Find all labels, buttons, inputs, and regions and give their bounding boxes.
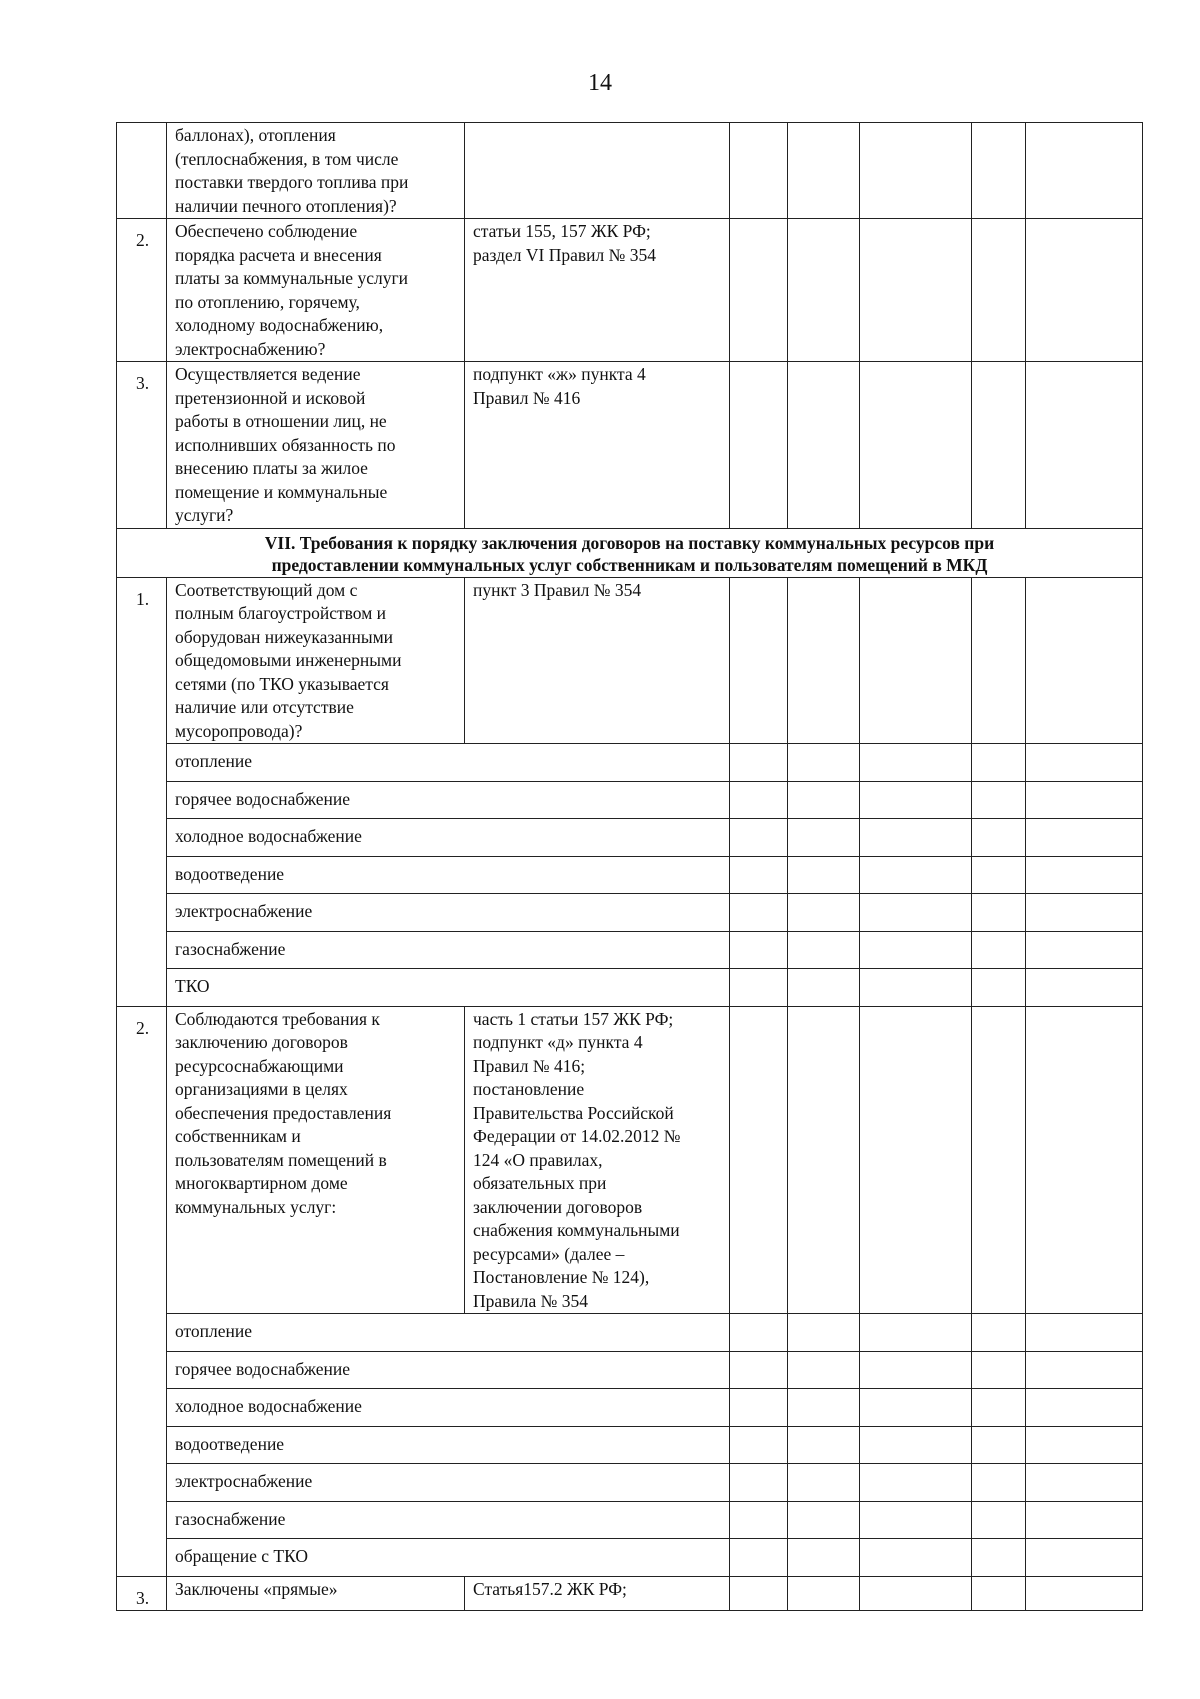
result-cell [972,969,1026,1007]
result-cell [860,1006,972,1314]
subitem-label: электроснабжение [167,894,730,932]
item-number: 1. [117,577,167,1006]
result-cell [860,577,972,744]
question-cell-line: оборудован нижеуказанными [175,626,394,647]
table-row [117,219,1143,362]
subitem-row [117,819,1143,857]
subitem-label: водоотведение [167,1426,730,1464]
item-number [117,123,167,219]
section-heading-line: предоставлении коммунальных услуг собственникам и пользователям помещений в МКД [271,554,988,575]
result-cell [972,1576,1026,1611]
result-cell [730,123,788,219]
question-cell-line: многоквартирном доме [175,1173,348,1193]
question-cell-line: наличии печного отопления)? [175,195,397,216]
result-cell [730,969,788,1007]
result-cell [730,856,788,894]
result-cell [788,1314,860,1352]
subitem-label: электроснабжение [167,1464,730,1502]
question-cell-line: исполнивших обязанность по [175,434,396,455]
result-cell [1026,1576,1143,1611]
result-cell [860,931,972,969]
question-cell-line: обеспечения предоставления [175,1102,392,1123]
result-cell [788,819,860,857]
result-cell [788,362,860,529]
basis-cell-line: пункт 3 Правил № 354 [473,579,642,600]
result-cell [972,1426,1026,1464]
result-cell [1026,1539,1143,1577]
result-cell [860,1464,972,1502]
subitem-row [117,1539,1143,1577]
basis-cell-line: Федерации от 14.02.2012 № [473,1126,681,1146]
result-cell [972,1389,1026,1427]
result-cell [860,362,972,529]
question-cell-line: услуги? [175,505,234,525]
result-cell [788,1426,860,1464]
subitem-label: водоотведение [167,856,730,894]
result-cell [1026,577,1143,744]
result-cell [788,1576,860,1611]
checklist-table [116,122,1143,1611]
result-cell [788,856,860,894]
result-cell [730,1389,788,1427]
result-cell [972,219,1026,362]
result-cell [788,123,860,219]
result-cell [730,1006,788,1314]
result-cell [972,362,1026,529]
section-heading-row [117,528,1143,577]
subitem-row [117,1501,1143,1539]
basis-cell-line: Правительства Российской [473,1102,674,1123]
basis-cell [465,362,730,529]
result-cell [972,1314,1026,1352]
result-cell [788,931,860,969]
question-cell-line: поставки твердого топлива при [175,172,409,192]
result-cell [1026,931,1143,969]
result-cell [860,969,972,1007]
question-cell-line: по отоплению, горячему, [175,291,360,312]
table-row [117,362,1143,529]
question-cell-line: (теплоснабжения, в том числе [175,148,399,169]
subitem-row [117,1314,1143,1352]
result-cell [730,1314,788,1352]
basis-cell [465,219,730,362]
question-cell-line: сетями (по ТКО указывается [175,673,389,694]
question-cell [167,362,465,529]
result-cell [730,1501,788,1539]
item-number: 3. [117,362,167,529]
result-cell [1026,1426,1143,1464]
result-cell [788,744,860,782]
result-cell [972,744,1026,782]
result-cell [1026,744,1143,782]
basis-cell-line: подпункт «д» пункта 4 [473,1032,643,1052]
result-cell [972,1006,1026,1314]
result-cell [860,781,972,819]
result-cell [788,577,860,744]
result-cell [1026,1501,1143,1539]
subitem-row [117,856,1143,894]
basis-cell-line: Правил № 416; [473,1055,586,1076]
question-cell [167,123,465,219]
result-cell [788,1539,860,1577]
subitem-label: горячее водоснабжение [167,1351,730,1389]
question-cell-line: коммунальных услуг: [175,1196,337,1217]
subitem-label: холодное водоснабжение [167,819,730,857]
result-cell [730,1351,788,1389]
subitem-label: газоснабжение [167,1501,730,1539]
result-cell [788,781,860,819]
question-cell [167,1576,465,1611]
result-cell [860,1426,972,1464]
result-cell [1026,894,1143,932]
question-cell [167,577,465,744]
subitem-row [117,969,1143,1007]
result-cell [860,1389,972,1427]
result-cell [1026,781,1143,819]
result-cell [1026,819,1143,857]
result-cell [972,856,1026,894]
question-cell-line: организациями в целях [175,1079,348,1099]
basis-cell-line: снабжения коммунальными [473,1220,680,1240]
result-cell [730,1426,788,1464]
result-cell [972,819,1026,857]
question-cell-line: Заключены «прямые» [175,1578,338,1599]
question-cell-line: помещение и коммунальные [175,481,388,502]
result-cell [972,781,1026,819]
basis-cell [465,1576,730,1611]
result-cell [972,1539,1026,1577]
subitem-label: отопление [167,1314,730,1352]
basis-cell-line: Правила № 354 [473,1290,588,1311]
section-heading [117,528,1143,577]
basis-cell-line: подпункт «ж» пункта 4 [473,364,646,384]
subitem-label: холодное водоснабжение [167,1389,730,1427]
question-cell-line: баллонах), отопления [175,125,336,145]
result-cell [860,744,972,782]
table-row [117,577,1143,744]
basis-cell-line: раздел VI Правил № 354 [473,244,656,265]
question-cell-line: платы за коммунальные услуги [175,268,408,288]
table-row [117,1576,1143,1611]
result-cell [860,1539,972,1577]
subitem-label: ТКО [167,969,730,1007]
result-cell [1026,1351,1143,1389]
question-cell-line: электроснабжению? [175,338,326,359]
result-cell [972,123,1026,219]
result-cell [730,362,788,529]
result-cell [1026,1006,1143,1314]
result-cell [730,744,788,782]
result-cell [972,1501,1026,1539]
result-cell [730,931,788,969]
question-cell-line: наличие или отсутствие [175,697,354,717]
result-cell [860,856,972,894]
question-cell-line: мусоропровода)? [175,720,303,741]
result-cell [972,931,1026,969]
result-cell [1026,362,1143,529]
result-cell [1026,1389,1143,1427]
basis-cell [465,577,730,744]
basis-cell-line: статьи 155, 157 ЖК РФ; [473,221,651,241]
basis-cell-line: обязательных при [473,1173,607,1193]
table-row [117,123,1143,219]
result-cell [860,894,972,932]
item-number: 2. [117,219,167,362]
question-cell-line: внесению платы за жилое [175,458,368,478]
result-cell [788,1464,860,1502]
result-cell [788,1006,860,1314]
subitem-label: газоснабжение [167,931,730,969]
basis-cell-line: постановление [473,1079,585,1099]
subitem-row [117,931,1143,969]
result-cell [730,1576,788,1611]
result-cell [860,1351,972,1389]
item-number: 3. [117,1576,167,1611]
result-cell [972,894,1026,932]
question-cell-line: порядка расчета и внесения [175,244,382,265]
result-cell [860,123,972,219]
result-cell [788,969,860,1007]
subitem-row [117,1351,1143,1389]
basis-cell-line: заключении договоров [473,1196,643,1217]
basis-cell-line: Правил № 416 [473,387,581,408]
basis-cell-line: часть 1 статьи 157 ЖК РФ; [473,1008,674,1029]
question-cell-line: претензионной и исковой [175,387,366,408]
result-cell [860,1501,972,1539]
question-cell [167,1006,465,1314]
result-cell [972,1464,1026,1502]
result-cell [1026,969,1143,1007]
result-cell [860,1576,972,1611]
basis-cell-line: Статья157.2 ЖК РФ; [473,1578,627,1599]
result-cell [788,894,860,932]
result-cell [730,1464,788,1502]
item-number: 2. [117,1006,167,1576]
subitem-row [117,1426,1143,1464]
question-cell-line: пользователям помещений в [175,1149,387,1170]
subitem-row [117,744,1143,782]
basis-cell [465,1006,730,1314]
question-cell-line: Соблюдаются требования к [175,1008,380,1029]
basis-cell-line: 124 «О правилах, [473,1149,603,1170]
table-row [117,1006,1143,1314]
question-cell-line: работы в отношении лиц, не [175,411,387,431]
result-cell [730,819,788,857]
result-cell [1026,856,1143,894]
question-cell [167,219,465,362]
question-cell-line: ресурсоснабжающими [175,1055,344,1076]
subitem-label: отопление [167,744,730,782]
result-cell [730,894,788,932]
result-cell [1026,1464,1143,1502]
page-number: 14 [588,70,612,96]
question-cell-line: заключению договоров [175,1032,348,1052]
result-cell [788,1389,860,1427]
question-cell-line: Осуществляется ведение [175,364,361,384]
result-cell [1026,1314,1143,1352]
question-cell-line: Соответствующий дом с [175,579,358,600]
result-cell [1026,123,1143,219]
question-cell-line: холодному водоснабжению, [175,315,384,335]
result-cell [730,577,788,744]
result-cell [972,1351,1026,1389]
basis-cell [465,123,730,219]
result-cell [788,219,860,362]
result-cell [730,1539,788,1577]
subitem-label: горячее водоснабжение [167,781,730,819]
result-cell [860,1314,972,1352]
result-cell [730,781,788,819]
result-cell [788,1501,860,1539]
subitem-label: обращение с ТКО [167,1539,730,1577]
question-cell-line: Обеспечено соблюдение [175,221,358,241]
result-cell [860,819,972,857]
result-cell [730,219,788,362]
question-cell-line: полным благоустройством и [175,603,387,623]
basis-cell-line: Постановление № 124), [473,1267,650,1287]
question-cell-line: общедомовыми инженерными [175,650,402,670]
result-cell [972,577,1026,744]
subitem-row [117,894,1143,932]
result-cell [860,219,972,362]
subitem-row [117,1389,1143,1427]
result-cell [1026,219,1143,362]
subitem-row [117,781,1143,819]
result-cell [788,1351,860,1389]
section-heading-line: VII. Требования к порядку заключения договоров на поставку коммунальных ресурсов при [264,532,995,553]
basis-cell-line: ресурсами» (далее – [473,1243,625,1264]
question-cell-line: собственникам и [175,1126,301,1146]
subitem-row [117,1464,1143,1502]
